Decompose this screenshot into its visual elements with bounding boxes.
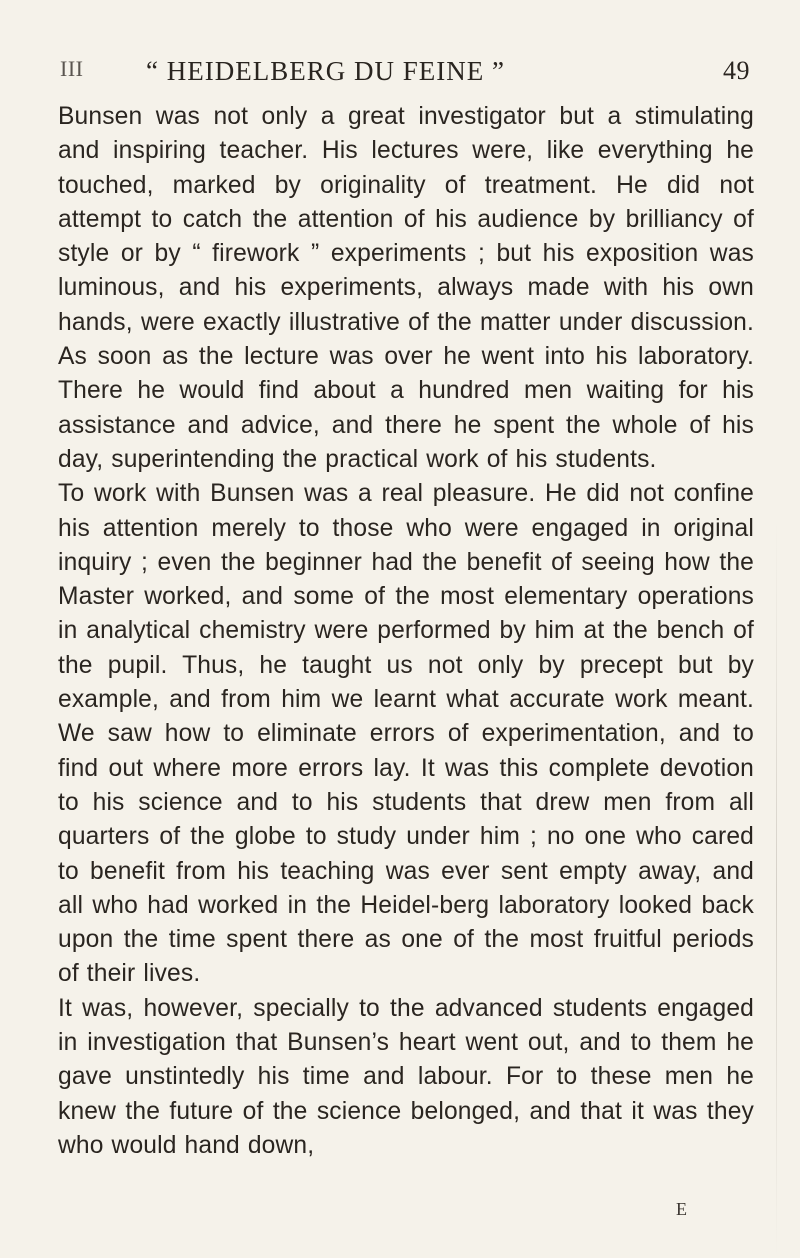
body-text [58, 100, 754, 1163]
signature-mark: E [676, 1199, 687, 1219]
paragraph-3: It was, however, specially to the advanced students engaged in investigation that Bunsen’s heart went out, and to them he gave unstintedly his time and labour. For to these men he knew the future of the science belonged, and that it was they who would hand down, [58, 994, 754, 1159]
running-title: “ HEIDELBERG DU FEINE ” [146, 56, 505, 86]
paragraph-1: Bunsen was not only a great investigator but a stimulating and inspiring teacher. His lectures were, like everything he touched, marked by originality of treatment. He did not attempt to catch the attention of his audience by brilliancy of style or by “ firework ” experiments ; but his exposition was luminous, and his experiments, always made with his own hands, were exactly illustrative of the matter under discussion. As soon as the lecture was over he went into his laboratory. There he would find about a hundred men waiting for his assistance and advice, and there he spent the whole of his day, superintending the practical work of his students. [58, 103, 754, 473]
page-number: 49 [723, 56, 750, 85]
paragraph-2: To work with Bunsen was a real pleasure. He did not confine his attention merely to those who were engaged in original inquiry ; even the beginner had the benefit of seeing how the Master worked, and some of the most elementary operations in analytical chemistry were performed by him at the bench of the pupil. Thus, he taught us not only by precept but by example, and from him we learnt what accurate work meant. We saw how to eliminate errors of experimentation, and to find out where more errors lay. It was this complete devotion to his science and to his students that drew men from all quarters of the globe to study under him ; no one who cared to benefit from his teaching was ever sent empty away, and all who had worked in the Heidel-berg laboratory looked back upon the time spent there as one of the most fruitful periods of their lives. [58, 480, 754, 988]
page-edge-shadow [776, 520, 777, 1258]
chapter-number: III [60, 56, 84, 81]
page-header [60, 56, 750, 96]
